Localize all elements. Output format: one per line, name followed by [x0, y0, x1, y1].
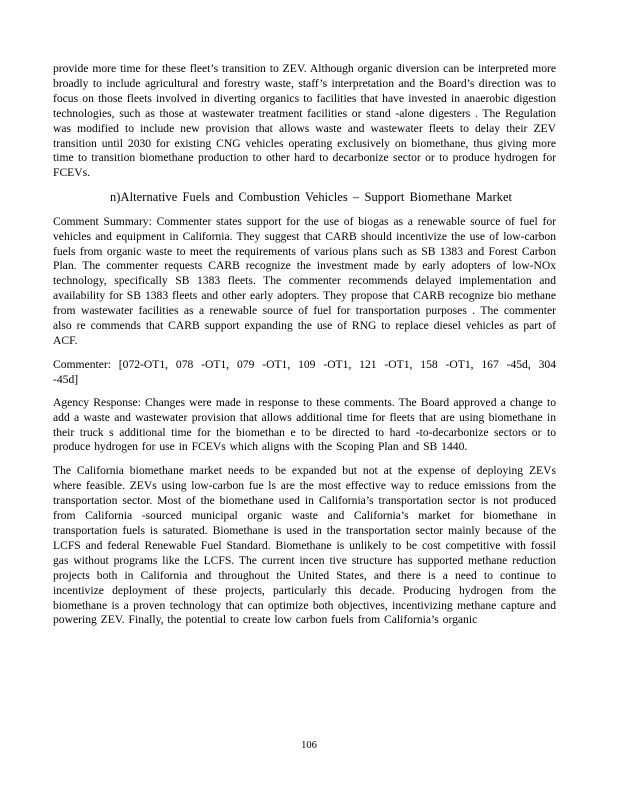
- page-number: 106: [301, 740, 317, 751]
- document-page: [53, 62, 556, 637]
- commenter-list: Commenter: [072-OT1, 078 -OT1, 079 -OT1, 109 -OT1, 121 -OT1, 158 -OT1, 167 -45d, 304 -45d]: [53, 357, 556, 386]
- comment-summary-paragraph: Comment Summary: Commenter states support for the use of biogas as a renewable source of fuel for vehicles and equipment in California. They suggest that CARB should incentivize the use of low-carbon fuels from organic waste to meet the requirements of various plans such as SB 1383 and Forest Carbon Plan. The commenter requests CARB recognize the investment made by early adopters of low-NOx technology, specifically SB 1383 fleets. The commenter recommends delayed implementation and availability for SB 1383 fleets and other early adopters. They propose that CARB recognize bio methane from wastewater facilities as a renewable source of fuel for transportation purposes . The commenter also re commends that CARB support expanding the use of RNG to replace diesel vehicles as part of ACF.: [53, 214, 556, 347]
- body-paragraph: The California biomethane market needs to be expanded but not at the expense of deploying ZEVs where feasible. ZEVs using low-carbon fue ls are the most effective way to reduce emissions from the transportation sector. Most of the biomethane used in California’s transportation sector is not produced from California -sourced municipal organic waste and California’s market for biomethane in transportation fuels is saturated. Biomethane is used in the transportation sector mainly because of the LCFS and federal Renewable Fuel Standard. Biomethane is unlikely to be cost competitive with fossil gas without programs like the LCFS. The current incen tive structure has supported methane reduction projects both in California and throughout the United States, and there is a need to continue to incentivize deployment of these projects, particularly this decade. Producing hydrogen from the biomethane is a proven technology that can optimize both objectives, incentivizing methane capture and powering ZEV. Finally, the potential to create low carbon fuels from California’s organic: [53, 464, 556, 627]
- agency-response-paragraph: Agency Response: Changes were made in response to these comments. The Board approved a change to add a waste and wastewater provision that allows additional time for fleets that are using biomethane in their truck s additional time for the biomethan e to be directed to hard -to-decarbonize sectors or to produce hydrogen for use in FCEVs which aligns with the Scoping Plan and SB 1440.: [53, 395, 556, 454]
- paragraph-continuation: provide more time for these fleet’s transition to ZEV. Although organic diversion can be interpreted more broadly to include agricultural and forestry waste, staff’s interpretation and the Board’s direction was to focus on those fleets involved in diverting organics to facilities that have invested in anaerobic digestion technologies, such as those at wastewater treatment facilities or stand -alone digesters . The Regulation was modified to include new provision that allows waste and wastewater fleets to delay their ZEV transition until 2030 for existing CNG vehicles operating exclusively on biomethane, thus giving more time to transition biomethane production to other hard to decarbonize sector or to produce hydrogen for FCEVs.: [53, 62, 556, 180]
- section-heading: n)Alternative Fuels and Combustion Vehicles – Support Biomethane Market: [110, 190, 513, 205]
